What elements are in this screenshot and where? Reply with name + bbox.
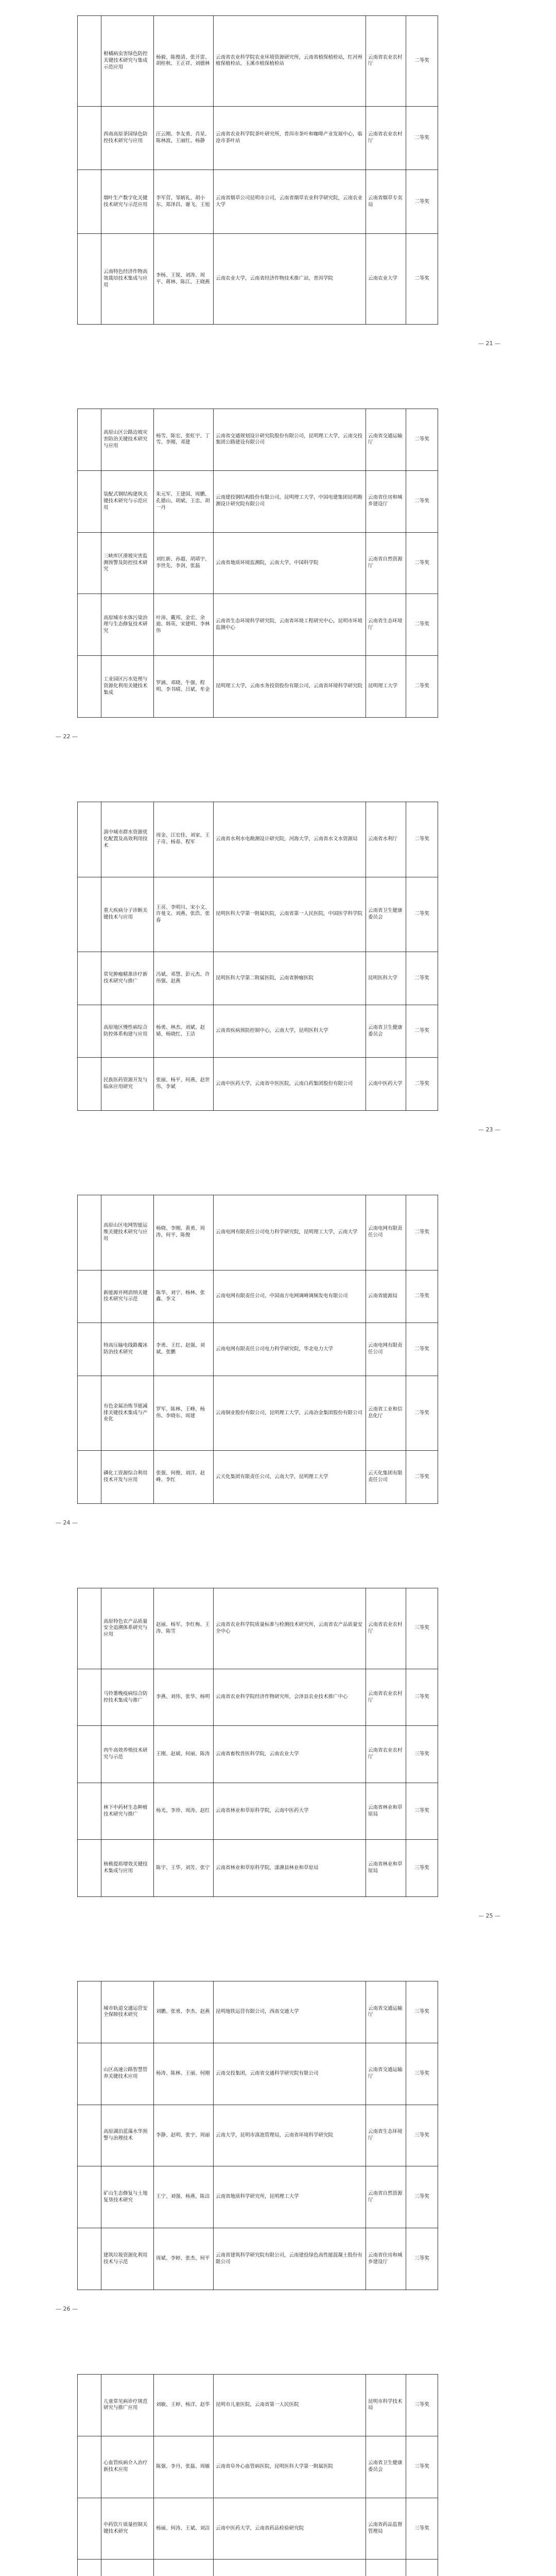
row-number (78, 2228, 101, 2290)
table-row (78, 1783, 438, 1840)
project-name: 云南特色经济作物高效栽培技术集成与应用 (101, 234, 154, 325)
contributors: 李静、赵明、张宇、周丽 (154, 2105, 214, 2166)
project-name: 三峡库区滑坡灾害监测预警及防控技术研究 (101, 532, 154, 594)
award-level: 三等奖 (406, 2498, 438, 2560)
organizations: 昆明理工大学，云南水务投资股份有限公司，云南省环境科学研究院 (214, 656, 366, 718)
contributors: 张强、何俊、刘洋、赵峰、李红 (154, 1451, 214, 1504)
project-name: 马铃薯晚疫病综合防控技术集成与推广 (101, 1669, 154, 1726)
organizations: 云南电网有限责任公司电力科学研究院，华北电力大学 (214, 1323, 366, 1376)
nominator: 云南省农业农村厅 (366, 16, 406, 107)
project-name: 民族医药资源开发与临床应用研究 (101, 1058, 154, 1111)
project-name: 儿童常见病诊疗规范研究与推广应用 (101, 2375, 154, 2436)
document-page (0, 786, 556, 1179)
organizations: 云南建投钢结构股份有限公司，昆明理工大学，中国电建集团昆明勘测设计研究院有限公司 (214, 470, 366, 532)
table-row (78, 802, 438, 877)
project-name: 装配式钢结构建筑关键技术研究与示范应用 (101, 470, 154, 532)
award-level: 三等奖 (406, 1981, 438, 2043)
organizations: 云南中医药大学，云南省药品检验研究院 (214, 2498, 366, 2560)
organizations: 云南省生态环境科学研究院，云南省环境工程研究中心，昆明市环境监测中心 (214, 594, 366, 656)
contributors: 王宁、刘强、杨燕、陈洁 (154, 2166, 214, 2228)
award-level: 三等奖 (406, 2436, 438, 2498)
organizations: 云南省建筑科学研究院有限公司，云南建投绿色高性能混凝土股份有限公司 (214, 2228, 366, 2290)
page-number: — 23 — (478, 1126, 500, 1133)
document-page (0, 1179, 556, 1572)
award-level: 二等奖 (406, 952, 438, 1005)
organizations: 昆明医科大学第二附属医院，云南省肿瘤医院 (214, 952, 366, 1005)
nominator: 云南省自然资源厅 (366, 2166, 406, 2228)
project-name: 高原城市水体污染治理与生态修复技术研究 (101, 594, 154, 656)
nominator (366, 2560, 406, 2576)
contributors: 叶沛、戴邦、金宏、余迪、韩英、宋建明、李林伟 (154, 594, 214, 656)
contributors: 杨毅、陈俊清、张开雷、胡桂秋、王正祥、刘德林 (154, 16, 214, 107)
organizations: 昆明地铁运营有限公司，西南交通大学 (214, 1981, 366, 2043)
nominator: 云南省烟草专卖局 (366, 170, 406, 234)
organizations: 云南省地质科学研究所，昆明理工大学 (214, 2166, 366, 2228)
project-name: 磷化工资源综合利用技术开发与应用 (101, 1451, 154, 1504)
project-name: 高原山区电网智能运维关键技术研究与应用 (101, 1195, 154, 1270)
page-number: — 22 — (56, 733, 78, 740)
contributors: 杨光、李珍、周涛、赵红 (154, 1783, 214, 1840)
row-number (78, 1840, 101, 1897)
contributors: 杨勇、林杰、刘斌、赵婧、杨晓红、王洁 (154, 1005, 214, 1058)
award-level: 二等奖 (406, 170, 438, 234)
table-row (78, 1451, 438, 1504)
project-name: 重大疾病分子诊断关键技术与应用 (101, 877, 154, 952)
nominator: 云南省工业和信息化厅 (366, 1376, 406, 1451)
project-name: 常见肿瘤精准诊疗新技术研究与推广 (101, 952, 154, 1005)
page-number-value: 22 (63, 733, 71, 740)
row-number (78, 656, 101, 718)
table-row (78, 1058, 438, 1111)
project-name: 核桃提质增效关键技术集成与应用 (101, 1840, 154, 1897)
row-number (78, 1195, 101, 1270)
nominator: 昆明理工大学 (366, 656, 406, 718)
page-number-value: 24 (63, 1519, 71, 1526)
row-number (78, 1323, 101, 1376)
contributors: 李杨、王锐、刘涛、周平、蒋林、陈江、王晓燕 (154, 234, 214, 325)
award-table (77, 15, 438, 325)
table-row (78, 656, 438, 718)
project-name: 柑橘病虫害绿色防控关键技术研究与集成示范应用 (101, 16, 154, 107)
row-number (78, 1981, 101, 2043)
nominator: 云南省卫生健康委员会 (366, 1005, 406, 1058)
award-level: 二等奖 (406, 532, 438, 594)
project-name (101, 2560, 154, 2576)
organizations: 云南交投集团，云南省交通科学研究院有限公司 (214, 2043, 366, 2105)
row-number (78, 470, 101, 532)
organizations: 昆明市儿童医院，云南省第一人民医院 (214, 2375, 366, 2436)
nominator: 云南省农业农村厅 (366, 106, 406, 170)
nominator: 云南电网有限责任公司 (366, 1323, 406, 1376)
project-name: 心血管疾病介入治疗新技术应用 (101, 2436, 154, 2498)
award-table (77, 1981, 438, 2290)
award-level: 三等奖 (406, 1669, 438, 1726)
organizations: 昆明医科大学第一附属医院，云南省第一人民医院，中国医学科学院 (214, 877, 366, 952)
nominator: 云南农业大学 (366, 234, 406, 325)
page-number: — 24 — (56, 1519, 78, 1526)
row-number (78, 1270, 101, 1323)
organizations: 云南电网有限责任公司，中国南方电网调峰调频发电有限公司 (214, 1270, 366, 1323)
contributors: 刘敏、王婷、杨洋、赵华 (154, 2375, 214, 2436)
document-page (0, 1572, 556, 1965)
contributors: 陈华、刘宁、杨林、张鑫、李文 (154, 1270, 214, 1323)
award-level: 三等奖 (406, 2375, 438, 2436)
table-row (78, 234, 438, 325)
nominator: 云南电网有限责任公司 (366, 1195, 406, 1270)
row-number (78, 1376, 101, 1451)
award-level: 二等奖 (406, 409, 438, 471)
project-name: 高原山区公路边坡灾害防治关键技术研究与应用 (101, 409, 154, 471)
organizations: 云南省阜外心血管病医院，昆明医科大学第一附属医院 (214, 2436, 366, 2498)
project-name: 西南高原茶园绿色防控技术研究与应用 (101, 106, 154, 170)
contributors: 冯斌、邓慧、彭元杰、许伟强、赵燕 (154, 952, 214, 1005)
organizations: 云南省疾病预防控制中心，云南大学，昆明医科大学 (214, 1005, 366, 1058)
project-name: 肉牛高效养殖技术研究与示范 (101, 1726, 154, 1783)
award-level: 二等奖 (406, 594, 438, 656)
row-number (78, 877, 101, 952)
nominator: 云南省林业和草原局 (366, 1840, 406, 1897)
contributors: 王亮、李明川、宋小文、许曼文、刘燕、张浩、张春 (154, 877, 214, 952)
row-number (78, 2375, 101, 2436)
row-number (78, 409, 101, 471)
organizations: 云南省农业科学院茶叶研究所，普洱市茶叶和咖啡产业发展中心，临沧市茶叶站 (214, 106, 366, 170)
award-level: 二等奖 (406, 1058, 438, 1111)
table-row (78, 16, 438, 107)
project-name: 烟叶生产数字化关键技术研究与示范应用 (101, 170, 154, 234)
project-name: 特高压输电线路覆冰防治技术研究 (101, 1323, 154, 1376)
table-row (78, 2043, 438, 2105)
document-page (0, 1965, 556, 2359)
nominator: 云南省林业和草原局 (366, 1783, 406, 1840)
project-name: 有色金属冶炼节能减排关键技术集成与产业化 (101, 1376, 154, 1451)
organizations: 云南省地质环境监测院，云南大学，中国科学院 (214, 532, 366, 594)
table-row (78, 2105, 438, 2166)
award-level: 三等奖 (406, 1840, 438, 1897)
project-name: 林下中药材生态种植技术研究与推广 (101, 1783, 154, 1840)
contributors: 杨雪、陈宏、张虹宇、丁雪、李刚、邓建 (154, 409, 214, 471)
nominator: 云天化集团有限责任公司 (366, 1451, 406, 1504)
award-level: 三等奖 (406, 1726, 438, 1783)
award-level: 二等奖 (406, 1376, 438, 1451)
contributors: 杨晓、李刚、黄勇、周涛、何平、陈俊 (154, 1195, 214, 1270)
organizations: 云天化集团有限责任公司，云南大学，昆明理工大学 (214, 1451, 366, 1504)
award-level (406, 2560, 438, 2576)
project-name: 滇中城市群水资源优化配置及高效利用技术 (101, 802, 154, 877)
award-level: 二等奖 (406, 234, 438, 325)
row-number (78, 2498, 101, 2560)
nominator: 云南省住房和城乡建设厅 (366, 470, 406, 532)
organizations: 云南省林业和草原科学院，云南中医药大学 (214, 1783, 366, 1840)
nominator: 云南省农业农村厅 (366, 1726, 406, 1783)
award-level: 二等奖 (406, 1451, 438, 1504)
contributors: 张丽、杨平、何燕、赵世伟、李斌 (154, 1058, 214, 1111)
award-table (77, 1588, 438, 1897)
nominator: 云南中医药大学 (366, 1058, 406, 1111)
award-table (77, 409, 438, 718)
table-row (78, 2498, 438, 2560)
project-name: 山区高速公路智慧管养关键技术应用 (101, 2043, 154, 2105)
award-level: 二等奖 (406, 106, 438, 170)
row-number (78, 1005, 101, 1058)
award-level: 三等奖 (406, 2166, 438, 2228)
organizations: 云南省林业和草原科学院，漾濞县林业和草原局 (214, 1840, 366, 1897)
table-row (78, 1669, 438, 1726)
contributors: 陈强、李丹、张磊、周敏 (154, 2436, 214, 2498)
table-row (78, 2436, 438, 2498)
page-number-value: 21 (485, 340, 493, 347)
page-number: — 21 — (478, 340, 500, 347)
award-level: 二等奖 (406, 16, 438, 107)
row-number (78, 1588, 101, 1669)
table-row (78, 470, 438, 532)
contributors: 周金、江宏佳、刘家、王子奇、杨春、程军 (154, 802, 214, 877)
award-level: 二等奖 (406, 656, 438, 718)
contributors: 刘红新、孙超、胡靖宇、李世先、李剑、张磊 (154, 532, 214, 594)
organizations: 云南省农业科学院质量标准与检测技术研究所，云南省农产品质量安全中心 (214, 1588, 366, 1669)
nominator: 云南省交通运输厅 (366, 2043, 406, 2105)
row-number (78, 952, 101, 1005)
nominator: 云南省生态环境厅 (366, 594, 406, 656)
table-row (78, 1005, 438, 1058)
table-row (78, 106, 438, 170)
award-table (77, 2374, 438, 2576)
award-level: 二等奖 (406, 802, 438, 877)
document-page (0, 0, 556, 393)
table-row (78, 532, 438, 594)
organizations: 云南省农业科学院经济作物研究所，会泽县农业技术推广中心 (214, 1669, 366, 1726)
contributors (154, 2560, 214, 2576)
contributors: 李勇、王红、赵强、刘斌、张鹏 (154, 1323, 214, 1376)
row-number (78, 234, 101, 325)
page-number: — 26 — (56, 2306, 78, 2312)
organizations: 云南省畜牧兽医科学院，云南农业大学 (214, 1726, 366, 1783)
award-table (77, 1195, 438, 1504)
row-number (78, 1783, 101, 1840)
row-number (78, 2560, 101, 2576)
nominator: 昆明医科大学 (366, 952, 406, 1005)
contributors: 赵丽、杨军、李红梅、王涛、陈雪 (154, 1588, 214, 1669)
table-row (78, 2166, 438, 2228)
award-level: 三等奖 (406, 1783, 438, 1840)
nominator: 云南省能源局 (366, 1270, 406, 1323)
project-name: 高原湖泊蓝藻水华预警与治理技术 (101, 2105, 154, 2166)
table-row (78, 1981, 438, 2043)
row-number (78, 532, 101, 594)
table-row (78, 952, 438, 1005)
page-number-value: 23 (485, 1126, 493, 1133)
row-number (78, 2105, 101, 2166)
project-name: 中药饮片质量控制关键技术研究 (101, 2498, 154, 2560)
table-row (78, 1323, 438, 1376)
nominator: 云南省生态环境厅 (366, 2105, 406, 2166)
award-table (77, 802, 438, 1111)
award-level: 三等奖 (406, 2043, 438, 2105)
award-level: 三等奖 (406, 1588, 438, 1669)
table-row (78, 2228, 438, 2290)
nominator: 云南省自然资源厅 (366, 532, 406, 594)
row-number (78, 2436, 101, 2498)
table-row (78, 2375, 438, 2436)
contributors: 杨涛、陈林、王丽、何刚 (154, 2043, 214, 2105)
project-name: 高原特色农产品质量安全追溯体系研究与应用 (101, 1588, 154, 1669)
row-number (78, 2043, 101, 2105)
project-name: 高原地区慢性病综合防控体系构建与应用 (101, 1005, 154, 1058)
award-level: 二等奖 (406, 1005, 438, 1058)
award-level: 二等奖 (406, 470, 438, 532)
row-number (78, 1058, 101, 1111)
contributors: 陈宇、王华、刘芳、张宁 (154, 1840, 214, 1897)
project-name: 新能源并网消纳关键技术研究与示范 (101, 1270, 154, 1323)
nominator: 云南省住房和城乡建设厅 (366, 2228, 406, 2290)
organizations: 云南省水利水电勘测设计研究院，河海大学，云南省水文水资源局 (214, 802, 366, 877)
nominator: 云南省卫生健康委员会 (366, 2436, 406, 2498)
contributors: 周斌、李婷、张杰、何平 (154, 2228, 214, 2290)
contributors: 李燕、刘伟、张华、杨明 (154, 1669, 214, 1726)
page-number: — 25 — (478, 1912, 500, 1919)
project-name: 矿山生态修复与土地复垦技术研究 (101, 2166, 154, 2228)
row-number (78, 1669, 101, 1726)
award-level: 二等奖 (406, 1323, 438, 1376)
table-row (78, 1270, 438, 1323)
award-level: 三等奖 (406, 2105, 438, 2166)
table-row (78, 877, 438, 952)
organizations (214, 2560, 366, 2576)
contributors: 李军营、邹炳礼、胡小东、郑泽昌、谢飞、王旭 (154, 170, 214, 234)
nominator: 云南省药品监督管理局 (366, 2498, 406, 2560)
row-number (78, 802, 101, 877)
table-row (78, 1195, 438, 1270)
contributors: 王刚、赵斌、何丽、陈涛 (154, 1726, 214, 1783)
project-name: 建筑垃圾资源化利用技术与示范 (101, 2228, 154, 2290)
contributors: 杨丽、何涛、王斌、刘洁 (154, 2498, 214, 2560)
row-number (78, 1726, 101, 1783)
row-number (78, 16, 101, 107)
organizations: 云南省交通规划设计研究院股份有限公司，昆明理工大学，云南交投集团公路建设有限公司 (214, 409, 366, 471)
table-row (78, 1376, 438, 1451)
table-row (78, 2560, 438, 2576)
table-row (78, 1840, 438, 1897)
nominator: 昆明市科学技术局 (366, 2375, 406, 2436)
document-page (0, 2359, 556, 2576)
award-level: 二等奖 (406, 1195, 438, 1270)
nominator: 云南省农业农村厅 (366, 1669, 406, 1726)
table-row (78, 1726, 438, 1783)
award-level: 二等奖 (406, 877, 438, 952)
contributors: 汪云刚、李友勇、肖星、陈林波、王丽红、杨静 (154, 106, 214, 170)
row-number (78, 1451, 101, 1504)
organizations: 云南省农业科学院农业环境资源研究所，云南省植保植检站，红河州植保植检站，玉溪市植保植检站 (214, 16, 366, 107)
organizations: 云南铜业股份有限公司，昆明理工大学，云南冶金集团股份有限公司 (214, 1376, 366, 1451)
table-row (78, 1588, 438, 1669)
award-level: 三等奖 (406, 2228, 438, 2290)
row-number (78, 2166, 101, 2228)
project-name: 工业园区污水处理与资源化利用关键技术集成 (101, 656, 154, 718)
organizations: 云南农业大学，云南省经济作物技术推广站，普洱学院 (214, 234, 366, 325)
row-number (78, 106, 101, 170)
contributors: 刘鹏、张勇、李杰、赵燕 (154, 1981, 214, 2043)
row-number (78, 594, 101, 656)
row-number (78, 170, 101, 234)
nominator: 云南省交通运输厅 (366, 409, 406, 471)
nominator: 云南省水利厅 (366, 802, 406, 877)
organizations: 云南中医药大学，云南省中医医院，云南白药集团股份有限公司 (214, 1058, 366, 1111)
nominator: 云南省卫生健康委员会 (366, 877, 406, 952)
contributors: 朱元军、王建国、周鹏、孔德山、胡斌、王忠、胡一丹 (154, 470, 214, 532)
contributors: 罗涵、邓晓、牛强、程明、李书晴、吕斌、牟金 (154, 656, 214, 718)
document-page (0, 393, 556, 786)
nominator: 云南省交通运输厅 (366, 1981, 406, 2043)
organizations: 云南大学，昆明市滇池管理局，云南省环境科学研究院 (214, 2105, 366, 2166)
organizations: 云南电网有限责任公司电力科学研究院，昆明理工大学，云南大学 (214, 1195, 366, 1270)
contributors: 罗军、陈林、王峰、杨伟、李晓东、周建 (154, 1376, 214, 1451)
nominator: 云南省农业农村厅 (366, 1588, 406, 1669)
organizations: 云南省烟草公司昆明市公司，云南省烟草农业科学研究院，云南农业大学 (214, 170, 366, 234)
award-level: 二等奖 (406, 1270, 438, 1323)
table-row (78, 594, 438, 656)
page-number-value: 26 (63, 2306, 71, 2312)
project-name: 城市轨道交通运营安全保障技术研究 (101, 1981, 154, 2043)
page-number-value: 25 (485, 1912, 493, 1919)
table-row (78, 409, 438, 471)
table-row (78, 170, 438, 234)
